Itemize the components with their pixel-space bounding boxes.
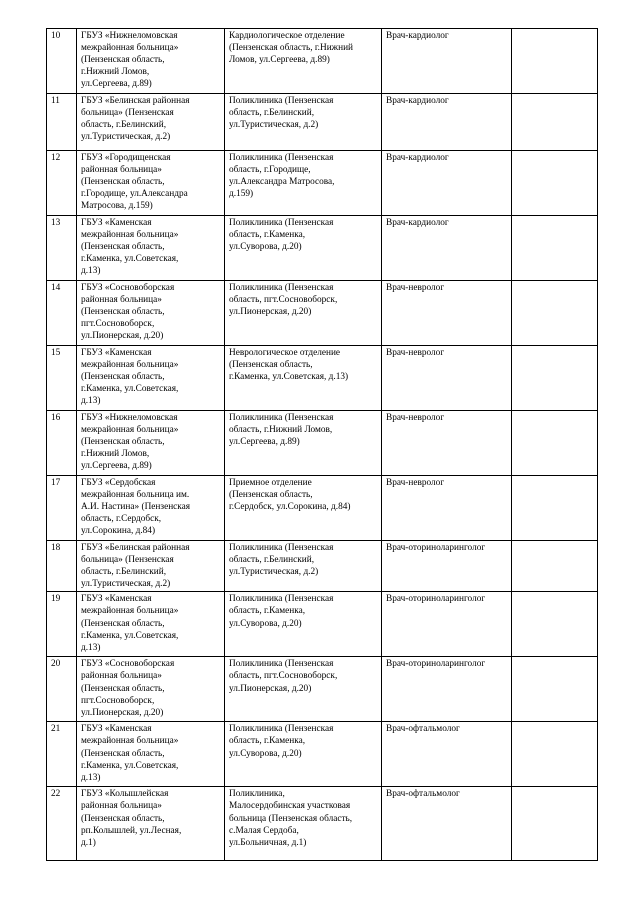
extra-cell <box>512 281 598 346</box>
extra-cell <box>512 657 598 722</box>
row-number: 21 <box>47 722 77 787</box>
specialist-cell: Врач-офтальмолог <box>382 787 512 861</box>
table-row <box>47 411 598 476</box>
extra-cell <box>512 411 598 476</box>
address-cell: Поликлиника (Пензенская область, пгт.Сосновоборск, ул.Пионерская, д.20) <box>225 281 382 346</box>
specialist-cell: Врач-офтальмолог <box>382 722 512 787</box>
address-cell: Поликлиника (Пензенская область, г.Каменка, ул.Суворова, д.20) <box>225 216 382 281</box>
institution-cell: ГБУЗ «Белинская районная больница» (Пензенская область, г.Белинский, ул.Туристическая, д.2) <box>77 94 225 151</box>
specialist-cell: Врач-оториноларинголог <box>382 657 512 722</box>
row-number: 11 <box>47 94 77 151</box>
institution-cell: ГБУЗ «Каменская межрайонная больница» (Пензенская область, г.Каменка, ул.Советская, д.13) <box>77 216 225 281</box>
institution-cell: ГБУЗ «Нижнеломовская межрайонная больница» (Пензенская область, г.Нижний Ломов, ул.Сергеева, д.89) <box>77 29 225 94</box>
table-row <box>47 592 598 657</box>
institution-cell: ГБУЗ «Каменская межрайонная больница» (Пензенская область, г.Каменка, ул.Советская, д.13) <box>77 346 225 411</box>
specialist-cell: Врач-невролог <box>382 281 512 346</box>
table-row <box>47 657 598 722</box>
specialist-cell: Врач-кардиолог <box>382 151 512 216</box>
row-number: 10 <box>47 29 77 94</box>
table-row <box>47 722 598 787</box>
address-cell: Поликлиника, Малосердобинская участковая больница (Пензенская область, с.Малая Сердоба, ул.Больничная, д.1) <box>225 787 382 861</box>
institution-cell: ГБУЗ «Сосновоборская районная больница» (Пензенская область, пгт.Сосновоборск, ул.Пионерская, д.20) <box>77 657 225 722</box>
row-number: 16 <box>47 411 77 476</box>
specialist-cell: Врач-оториноларинголог <box>382 541 512 592</box>
address-cell: Поликлиника (Пензенская область, г.Белинский, ул.Туристическая, д.2) <box>225 94 382 151</box>
address-cell: Приемное отделение (Пензенская область, г.Сердобск, ул.Сорокина, д.84) <box>225 476 382 541</box>
extra-cell <box>512 216 598 281</box>
institution-cell: ГБУЗ «Каменская межрайонная больница» (Пензенская область, г.Каменка, ул.Советская, д.13) <box>77 592 225 657</box>
document-table <box>46 28 598 861</box>
institution-cell: ГБУЗ «Белинская районная больница» (Пензенская область, г.Белинский, ул.Туристическая, д.2) <box>77 541 225 592</box>
table-row <box>47 151 598 216</box>
table-body <box>47 29 598 861</box>
extra-cell <box>512 541 598 592</box>
row-number: 13 <box>47 216 77 281</box>
table-row <box>47 29 598 94</box>
address-cell: Поликлиника (Пензенская область, г.Городище, ул.Александра Матросова, д.159) <box>225 151 382 216</box>
address-cell: Кардиологическое отделение (Пензенская область, г.Нижний Ломов, ул.Сергеева, д.89) <box>225 29 382 94</box>
table-row <box>47 476 598 541</box>
row-number: 20 <box>47 657 77 722</box>
extra-cell <box>512 151 598 216</box>
extra-cell <box>512 592 598 657</box>
table-row <box>47 541 598 592</box>
row-number: 18 <box>47 541 77 592</box>
row-number: 17 <box>47 476 77 541</box>
address-cell: Поликлиника (Пензенская область, г.Каменка, ул.Суворова, д.20) <box>225 592 382 657</box>
table-row <box>47 787 598 861</box>
specialist-cell: Врач-кардиолог <box>382 29 512 94</box>
extra-cell <box>512 94 598 151</box>
institution-cell: ГБУЗ «Колышлейская районная больница» (Пензенская область, рп.Колышлей, ул.Лесная, д.1) <box>77 787 225 861</box>
row-number: 15 <box>47 346 77 411</box>
institution-cell: ГБУЗ «Сердобская межрайонная больница им. А.И. Настина» (Пензенская область, г.Сердобск, ул.Сорокина, д.84) <box>77 476 225 541</box>
table-row <box>47 346 598 411</box>
institution-cell: ГБУЗ «Нижнеломовская межрайонная больница» (Пензенская область, г.Нижний Ломов, ул.Сергеева, д.89) <box>77 411 225 476</box>
address-cell: Неврологическое отделение (Пензенская область, г.Каменка, ул.Советская, д.13) <box>225 346 382 411</box>
specialist-cell: Врач-невролог <box>382 346 512 411</box>
extra-cell <box>512 787 598 861</box>
specialist-cell: Врач-кардиолог <box>382 216 512 281</box>
address-cell: Поликлиника (Пензенская область, г.Белинский, ул.Туристическая, д.2) <box>225 541 382 592</box>
extra-cell <box>512 29 598 94</box>
extra-cell <box>512 346 598 411</box>
table-row <box>47 94 598 151</box>
address-cell: Поликлиника (Пензенская область, г.Каменка, ул.Суворова, д.20) <box>225 722 382 787</box>
specialist-cell: Врач-кардиолог <box>382 94 512 151</box>
institution-cell: ГБУЗ «Каменская межрайонная больница» (Пензенская область, г.Каменка, ул.Советская, д.13) <box>77 722 225 787</box>
row-number: 22 <box>47 787 77 861</box>
extra-cell <box>512 722 598 787</box>
table-row <box>47 281 598 346</box>
row-number: 12 <box>47 151 77 216</box>
row-number: 14 <box>47 281 77 346</box>
row-number: 19 <box>47 592 77 657</box>
institution-cell: ГБУЗ «Городищенская районная больница» (Пензенская область, г.Городище, ул.Александра Матросова, д.159) <box>77 151 225 216</box>
specialist-cell: Врач-невролог <box>382 411 512 476</box>
address-cell: Поликлиника (Пензенская область, г.Нижний Ломов, ул.Сергеева, д.89) <box>225 411 382 476</box>
specialist-cell: Врач-невролог <box>382 476 512 541</box>
extra-cell <box>512 476 598 541</box>
specialist-cell: Врач-оториноларинголог <box>382 592 512 657</box>
institution-cell: ГБУЗ «Сосновоборская районная больница» (Пензенская область, пгт.Сосновоборск, ул.Пионерская, д.20) <box>77 281 225 346</box>
address-cell: Поликлиника (Пензенская область, пгт.Сосновоборск, ул.Пионерская, д.20) <box>225 657 382 722</box>
table-row <box>47 216 598 281</box>
